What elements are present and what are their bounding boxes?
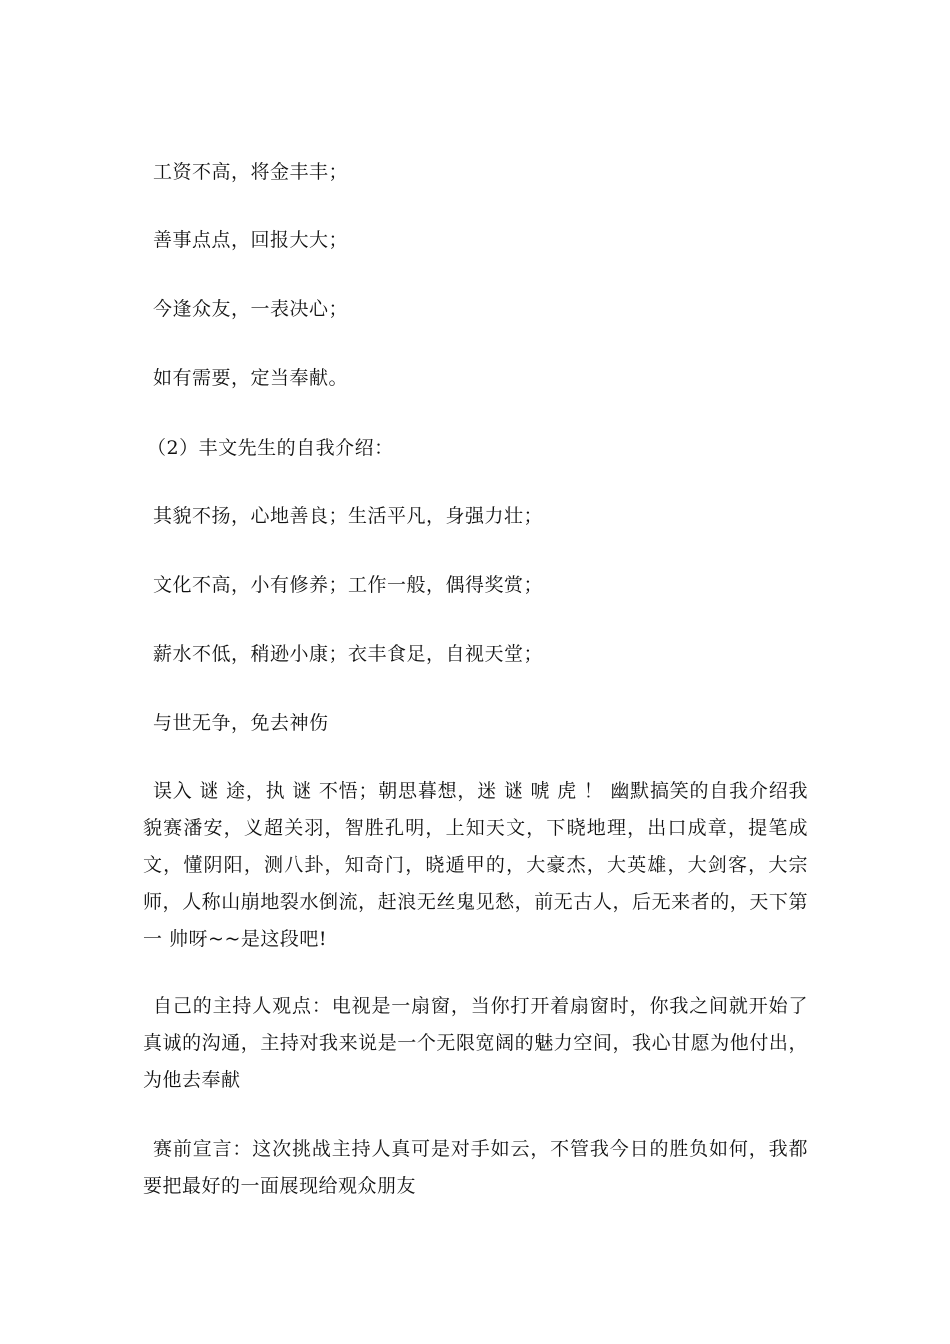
paragraph-host-viewpoint: 自己的主持人观点：电视是一扇窗，当你打开着扇窗时，你我之间就开始了真诚的沟通，主持对我来说是一个无限宽阔的魅力空间，我心甘愿为他付出，为他去奉献 [143,995,808,1091]
text-line-9: 与世无争，免去神伤 [153,712,329,734]
text-line-6: 其貌不扬，心地善良；生活平凡，身强力壮； [153,505,544,527]
text-line-7: 文化不高，小有修养；工作一般，偶得奖赏； [153,574,544,596]
text-line-3: 今逢众友，一表决心； [153,298,349,320]
paragraph-humorous-intro: 误入 谜 途，执 谜 不悟；朝思暮想，迷 谜 唬 虎 ！ 幽默搞笑的自我介绍我貌赛潘安，义超关羽，智胜孔明，上知天文，下晓地理，出口成章，提笔成文，懂阴阳，测八卦，知奇门，晓遁甲的，大豪杰，大英雄，大剑客，大宗师，人称山崩地裂水倒流，赶浪无丝鬼见愁，前无古人，后无来者的，天下第一 帅呀~~是这段吧! [143,780,808,950]
text-line-8: 薪水不低，稍逊小康；衣丰食足，自视天堂； [153,643,544,665]
text-line-4: 如有需要，定当奉献。 [153,367,349,389]
section-heading: （2）丰文先生的自我介绍： [147,437,394,459]
paragraph-declaration: 赛前宣言：这次挑战主持人真可是对手如云，不管我今日的胜负如何，我都要把最好的一面展现给观众朋友 [143,1138,808,1197]
text-line-2: 善事点点，回报大大； [153,229,349,251]
text-line-1: 工资不高，将金丰丰； [153,161,349,183]
